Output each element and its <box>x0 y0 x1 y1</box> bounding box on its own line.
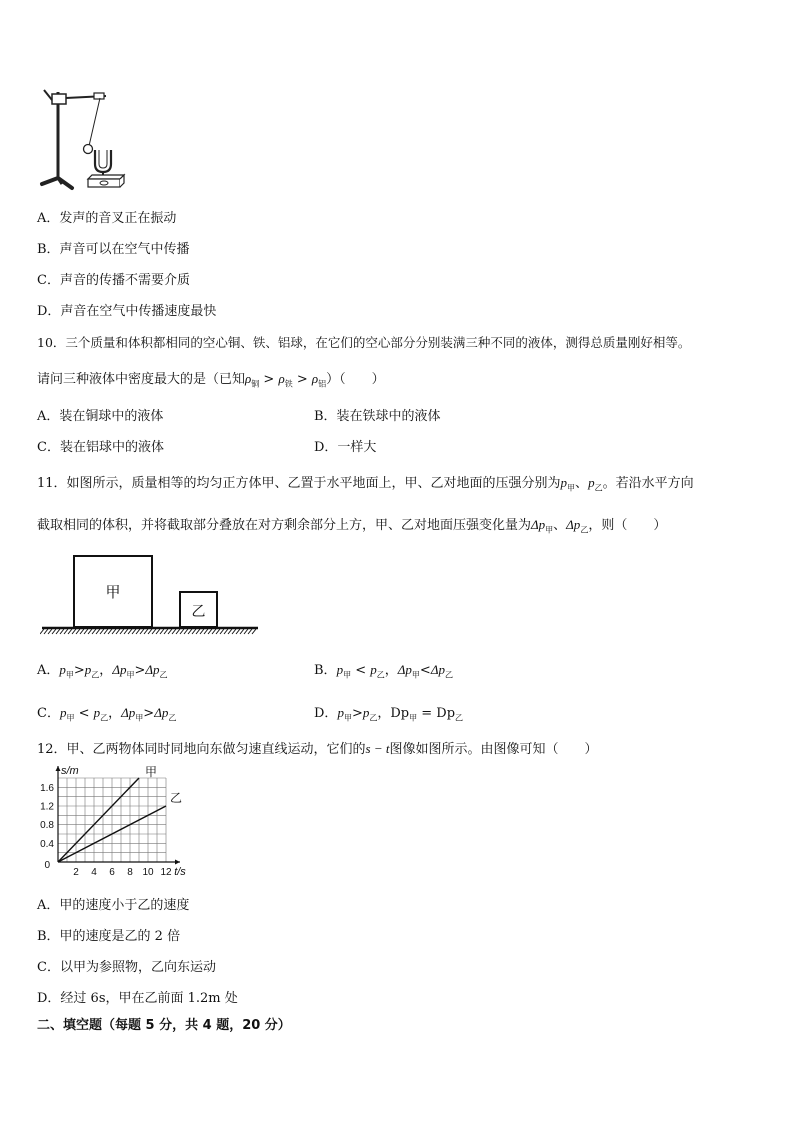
series-line-jia <box>58 778 139 862</box>
hatch-mark <box>76 629 80 634</box>
hatch-mark <box>60 629 64 634</box>
hatch-mark <box>56 629 60 634</box>
hatch-mark <box>72 629 76 634</box>
hatch-mark <box>112 629 116 634</box>
cube-jia-label: 甲 <box>105 584 121 601</box>
hatch-mark <box>168 629 172 634</box>
q12-option-c: C．以甲为参照物，乙向东运动 <box>37 960 216 975</box>
hatch-mark <box>252 629 256 634</box>
hatch-mark <box>184 629 188 634</box>
hatch-mark <box>160 629 164 634</box>
q11-option-c: C．$p_甲 < p_乙$，$\Delta p_甲>\Delta p_乙$ <box>37 705 177 723</box>
hatch-mark <box>156 629 160 634</box>
hatch-mark <box>152 629 156 634</box>
hatch-mark <box>220 629 224 634</box>
y-tick-label: 1.2 <box>40 801 54 813</box>
hatch-mark <box>120 629 124 634</box>
ground-hatch <box>40 629 256 634</box>
y-axis-label: s/m <box>61 765 79 777</box>
q9-option-c: C．声音的传播不需要介质 <box>37 273 190 288</box>
q12-stem: 12．甲、乙两物体同时同地向东做匀速直线运动，它们的s − t图像如图所示。由图像可知（ ） <box>37 741 598 757</box>
hatch-mark <box>192 629 196 634</box>
hatch-mark <box>128 629 132 634</box>
hatch-mark <box>216 629 220 634</box>
x-axis-label: t/s <box>174 866 186 878</box>
section-heading: 二、填空题（每题 5 分，共 4 题，20 分） <box>37 1018 291 1033</box>
q9-option-d: D．声音在空气中传播速度最快 <box>37 304 217 319</box>
hatch-mark <box>148 629 152 634</box>
hatch-mark <box>48 629 52 634</box>
q11-option-a: A．$p_甲>p_乙$，$\Delta p_甲>\Delta p_乙$ <box>37 662 168 680</box>
q9-option-b: B．声音可以在空气中传播 <box>37 242 190 257</box>
x-axis-arrow <box>175 860 180 865</box>
q12-option-b: B．甲的速度是乙的 2 倍 <box>37 929 181 944</box>
q9-option-a: A．发声的音叉正在振动 <box>37 211 177 226</box>
hatch-mark <box>188 629 192 634</box>
q10-option-c: C．装在铝球中的液体 <box>37 440 164 455</box>
hatch-mark <box>196 629 200 634</box>
hatch-mark <box>96 629 100 634</box>
q11-stem-line2: 截取相同的体积，并将截取部分叠放在对方剩余部分上方，甲、乙对地面压强变化量为$\Delta p_甲$、$\Delta p_乙$，则（ ） <box>37 517 667 535</box>
hatch-mark <box>52 629 56 634</box>
y-tick-label: 1.6 <box>40 782 54 794</box>
hatch-mark <box>40 629 44 634</box>
hatch-mark <box>108 629 112 634</box>
hatch-mark <box>124 629 128 634</box>
hatch-mark <box>92 629 96 634</box>
x-tick-label: 12 <box>160 867 172 878</box>
q12-option-d: D．经过 6s，甲在乙前面 1.2m 处 <box>37 991 238 1006</box>
q11-option-b: B．$p_甲 < p_乙$，$\Delta p_甲<\Delta p_乙$ <box>314 662 453 680</box>
series-label: 甲 <box>145 765 158 779</box>
hatch-mark <box>248 629 252 634</box>
hatch-mark <box>172 629 176 634</box>
hatch-mark <box>232 629 236 634</box>
hatch-mark <box>80 629 84 634</box>
hatch-mark <box>144 629 148 634</box>
hatch-mark <box>236 629 240 634</box>
hatch-mark <box>244 629 248 634</box>
y-axis-arrow <box>56 766 61 771</box>
q10-stem-line1: 10．三个质量和体积都相同的空心铜、铁、铝球，在它们的空心部分分别装满三种不同的液体，测得总质量刚好相等。 <box>37 335 691 350</box>
hatch-mark <box>228 629 232 634</box>
hatch-mark <box>64 629 68 634</box>
hatch-mark <box>104 629 108 634</box>
cubes-figure <box>40 554 262 636</box>
hatch-mark <box>240 629 244 634</box>
origin-label: 0 <box>44 860 50 871</box>
q11-option-d: D．$p_甲>p_乙$，$Dp_甲 = Dp_乙$ <box>314 705 464 723</box>
hatch-mark <box>100 629 104 634</box>
q11-stem-line1: 11．如图所示，质量相等的均匀正方体甲、乙置于水平地面上，甲、乙对地面的压强分别为$p_甲$、$p_乙$。若沿水平方向 <box>37 475 694 493</box>
hatch-mark <box>224 629 228 634</box>
series-label: 乙 <box>170 791 183 805</box>
q10-stem-line2: 请问三种液体中密度最大的是（已知$\rho_铜 > \rho_铁 > \rho_铝$）（ ） <box>37 371 385 389</box>
hatch-mark <box>176 629 180 634</box>
hatch-mark <box>68 629 72 634</box>
q12-option-a: A．甲的速度小于乙的速度 <box>37 898 190 913</box>
hatch-mark <box>204 629 208 634</box>
y-tick-label: 0.4 <box>40 838 54 850</box>
hatch-mark <box>200 629 204 634</box>
tuning-fork-figure <box>38 84 128 192</box>
hatch-mark <box>132 629 136 634</box>
hatch-mark <box>84 629 88 634</box>
x-tick-label: 2 <box>73 867 79 878</box>
hatch-mark <box>208 629 212 634</box>
x-tick-label: 10 <box>142 867 154 878</box>
q10-option-a: A．装在铜球中的液体 <box>37 409 164 424</box>
hatch-mark <box>164 629 168 634</box>
x-tick-label: 4 <box>91 867 97 878</box>
x-tick-label: 6 <box>109 867 115 878</box>
hatch-mark <box>116 629 120 634</box>
y-tick-label: 0.8 <box>40 820 54 832</box>
st-chart <box>30 764 190 882</box>
hatch-mark <box>88 629 92 634</box>
hatch-mark <box>212 629 216 634</box>
hatch-mark <box>180 629 184 634</box>
hatch-mark <box>136 629 140 634</box>
hatch-mark <box>140 629 144 634</box>
q10-option-b: B．装在铁球中的液体 <box>314 409 441 424</box>
x-tick-label: 8 <box>127 867 133 878</box>
q10-option-d: D．一样大 <box>314 440 377 455</box>
cube-yi-label: 乙 <box>191 603 206 619</box>
hatch-mark <box>44 629 48 634</box>
